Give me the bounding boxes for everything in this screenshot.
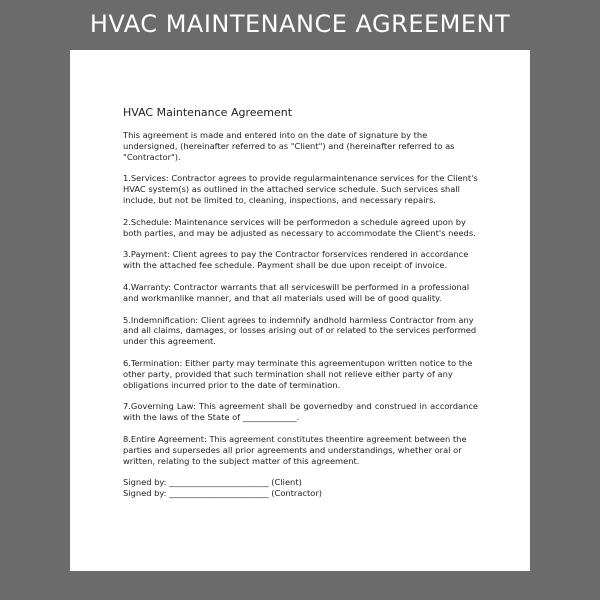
clause-payment: 3.Payment: Client agrees to pay the Contractor forservices rendered in accordance with the attached fee schedule. Payment shall be due upon receipt of invoice. — [123, 249, 469, 271]
clause-warranty: 4.Warranty: Contractor warrants that all serviceswill be performed in a professional and workmanlike manner, and that all materials used will be of good quality. — [123, 281, 470, 303]
contractor-signature-line: Signed by: ________________________ (Contractor) — [123, 488, 322, 499]
clause-services: 1.Services: Contractor agrees to provide regularmaintenance services for the Client's HVAC system(s) as outlined in the attached service schedule. Such services shall include, but not be limited to, cleaning, inspections, and necessary repairs. — [123, 173, 478, 205]
banner-title: HVAC MAINTENANCE AGREEMENT — [89, 10, 511, 38]
clause-termination: 6.Termination: Either party may terminate this agreementupon written notice to the other party, provided that such termination shall not relieve either party of any obligations incurred prior to the date of termination. — [123, 357, 473, 390]
client-signature-line: Signed by: ________________________ (Client) — [123, 477, 302, 488]
clause-indemnification: 5.Indemnification: Client agrees to indemnify andhold harmless Contractor from any and all claims, damages, or losses arising out of or related to the services performed under this agreement. — [123, 314, 477, 347]
intro-paragraph: This agreement is made and entered into on the date of signature by the undersigned, (hereinafter referred to as "Client") and (hereinafter referred to as "Contractor"). — [123, 130, 455, 162]
clause-entire-agreement: 8.Entire Agreement: This agreement constitutes theentire agreement between the parties and supersedes all prior agreements and understandings, whether oral or written, relating to the subject matter of this agreement. — [123, 433, 467, 466]
agreement-body — [123, 106, 478, 499]
clause-schedule: 2.Schedule: Maintenance services will be performedon a schedule agreed upon by both parties, and may be adjusted as necessary to accommodate the Client's needs. — [123, 216, 476, 238]
document-page — [70, 50, 530, 571]
document-title: HVAC Maintenance Agreement — [123, 106, 293, 119]
clause-governing-law: 7.Governing Law: This agreement shall be governedby and construed in accordance with the laws of the State of _____________. — [123, 401, 478, 423]
